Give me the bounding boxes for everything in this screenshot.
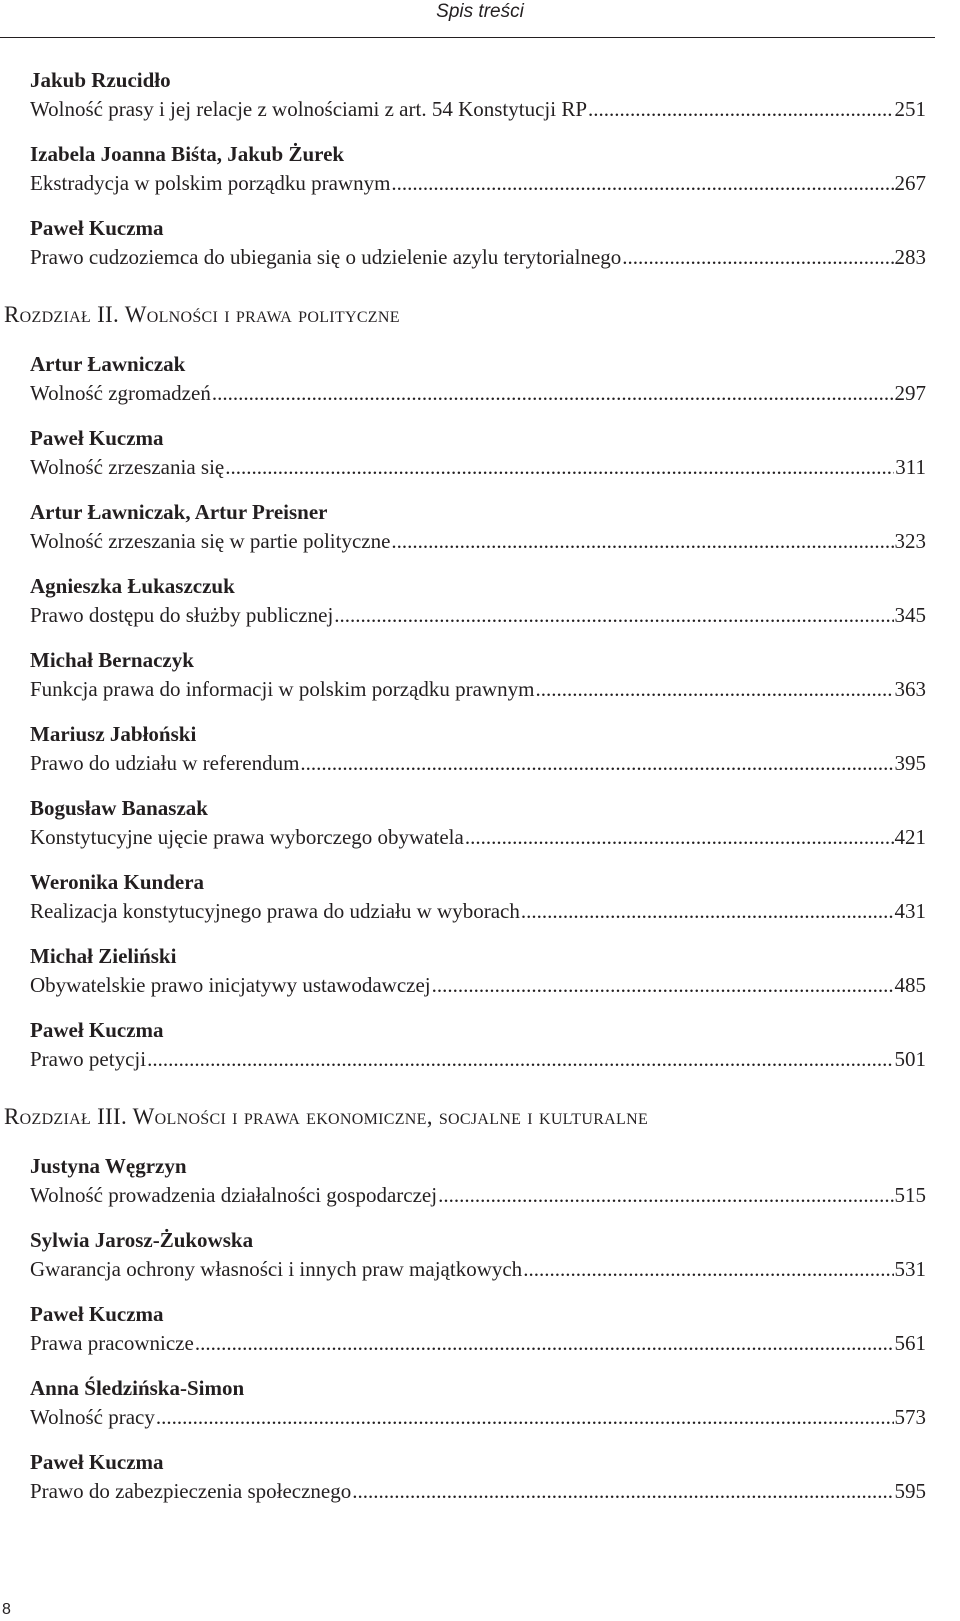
toc-entry-author: Izabela Joanna Biśta, Jakub Żurek [30, 142, 345, 166]
toc-entry-page[interactable]: 323 [894, 529, 926, 553]
toc-entry [30, 572, 926, 630]
toc-entry-page[interactable]: 283 [894, 245, 926, 269]
toc-entry [30, 140, 926, 198]
dot-leader [225, 453, 894, 482]
toc-entry-title-line[interactable] [30, 453, 926, 482]
toc-entry-title[interactable]: Prawo do udziału w referendum [30, 751, 300, 775]
toc-entry-title-line[interactable] [30, 897, 926, 926]
toc-entry-title[interactable]: Wolność zgromadzeń [30, 381, 211, 405]
header-divider [0, 37, 935, 38]
toc-entry [30, 214, 926, 272]
toc-entry-title-line[interactable] [30, 95, 926, 124]
chapter-heading-3[interactable]: Rozdział III. Wolności i prawa ekonomiczne, socjalne i kulturalne [4, 1104, 649, 1129]
toc-group-top [30, 66, 926, 272]
toc-entry-title[interactable]: Wolność zrzeszania się [30, 455, 225, 479]
toc-entry-author: Anna Śledzińska-Simon [30, 1376, 245, 1400]
toc-entry-author: Michał Bernaczyk [30, 648, 194, 672]
toc-entry-title-line[interactable] [30, 1403, 926, 1432]
dot-leader [195, 1329, 894, 1358]
dot-leader [622, 243, 893, 272]
toc-entry-title-line[interactable] [30, 1255, 926, 1284]
toc-entry-page[interactable]: 431 [894, 899, 926, 923]
toc-entry-page[interactable]: 345 [894, 603, 926, 627]
toc-entry-title[interactable]: Konstytucyjne ujęcie prawa wyborczego obywatela [30, 825, 464, 849]
toc-entry-page[interactable]: 501 [894, 1047, 926, 1071]
toc-entry-title-line[interactable] [30, 601, 926, 630]
toc-entry-author: Bogusław Banaszak [30, 796, 208, 820]
dot-leader [352, 1477, 893, 1506]
toc-entry-author: Weronika Kundera [30, 870, 205, 894]
dot-leader [156, 1403, 894, 1432]
toc-entry-author: Paweł Kuczma [30, 216, 164, 240]
page-number: 8 [2, 1601, 11, 1618]
toc-entry [30, 1226, 926, 1284]
toc-entry-page[interactable]: 595 [894, 1479, 926, 1503]
toc-entry [30, 424, 926, 482]
toc-entry-title[interactable]: Prawo petycji [30, 1047, 147, 1071]
toc-entry-author: Artur Ławniczak, Artur Preisner [30, 500, 328, 524]
toc-entry-author: Paweł Kuczma [30, 1450, 164, 1474]
toc-entry-author: Artur Ławniczak [30, 352, 186, 376]
toc-entry-title[interactable]: Obywatelskie prawo inicjatywy ustawodawczej [30, 973, 431, 997]
dot-leader [300, 749, 893, 778]
toc-entry-page[interactable]: 251 [894, 97, 926, 121]
toc-entry [30, 942, 926, 1000]
toc-entry [30, 720, 926, 778]
toc-entry-title[interactable]: Wolność zrzeszania się w partie polityczne [30, 529, 391, 553]
toc-entry-title-line[interactable] [30, 971, 926, 1000]
toc-entry-page[interactable]: 531 [894, 1257, 926, 1281]
dot-leader [147, 1045, 893, 1074]
toc-entry-author: Michał Zieliński [30, 944, 177, 968]
toc-entry-author: Paweł Kuczma [30, 1018, 164, 1042]
dot-leader [465, 823, 894, 852]
chapter-heading-2[interactable]: Rozdział II. Wolności i prawa polityczne [4, 302, 400, 327]
table-of-contents [4, 66, 926, 1506]
toc-entry-title[interactable]: Funkcja prawa do informacji w polskim porządku prawnym [30, 677, 535, 701]
toc-entry-author: Sylwia Jarosz-Żukowska [30, 1228, 254, 1252]
dot-leader [521, 897, 894, 926]
toc-entry-title-line[interactable] [30, 675, 926, 704]
dot-leader [212, 379, 894, 408]
toc-entry-title[interactable]: Prawo do zabezpieczenia społecznego [30, 1479, 352, 1503]
toc-entry-title-line[interactable] [30, 1045, 926, 1074]
toc-entry-page[interactable]: 515 [894, 1183, 926, 1207]
dot-leader [334, 601, 893, 630]
toc-entry-page[interactable]: 561 [894, 1331, 926, 1355]
toc-entry [30, 350, 926, 408]
dot-leader [588, 95, 893, 124]
toc-entry [30, 498, 926, 556]
toc-entry-author: Jakub Rzucidło [30, 68, 171, 92]
toc-entry [30, 1016, 926, 1074]
toc-entry-page[interactable]: 395 [894, 751, 926, 775]
toc-entry [30, 868, 926, 926]
toc-entry [30, 66, 926, 124]
toc-entry-title[interactable]: Wolność pracy [30, 1405, 155, 1429]
toc-entry-page[interactable]: 297 [894, 381, 926, 405]
running-header: Spis treści [436, 1, 524, 22]
toc-entry-title-line[interactable] [30, 527, 926, 556]
toc-entry-title[interactable]: Gwarancja ochrony własności i innych praw majątkowych [30, 1257, 523, 1281]
toc-entry [30, 1448, 926, 1506]
toc-entry [30, 646, 926, 704]
toc-entry-title[interactable]: Wolność prasy i jej relacje z wolnościami z art. 54 Konstytucji RP [30, 97, 588, 121]
toc-entry-page[interactable]: 421 [894, 825, 926, 849]
toc-entry-title-line[interactable] [30, 243, 926, 272]
dot-leader [391, 169, 893, 198]
toc-entry-title[interactable]: Prawo dostępu do służby publicznej [30, 603, 334, 627]
toc-entry-page[interactable]: 267 [894, 171, 926, 195]
toc-entry-title[interactable]: Prawa pracownicze [30, 1331, 194, 1355]
toc-group-chapter-2 [30, 350, 926, 1074]
toc-entry-title[interactable]: Realizacja konstytucyjnego prawa do udziału w wyborach [30, 899, 520, 923]
toc-entry-author: Mariusz Jabłoński [30, 722, 197, 746]
toc-entry-author: Agnieszka Łukaszczuk [30, 574, 235, 598]
toc-entry-title-line[interactable] [30, 749, 926, 778]
toc-entry-page[interactable]: 573 [894, 1405, 926, 1429]
toc-entry-title-line[interactable] [30, 379, 926, 408]
toc-entry-author: Paweł Kuczma [30, 1302, 164, 1326]
toc-entry-page[interactable]: 485 [894, 973, 926, 997]
dot-leader [523, 1255, 893, 1284]
dot-leader [391, 527, 893, 556]
toc-entry-title-line[interactable] [30, 1477, 926, 1506]
toc-entry-page[interactable]: 363 [894, 677, 926, 701]
toc-entry-title[interactable]: Ekstradycja w polskim porządku prawnym [30, 171, 391, 195]
dot-leader [432, 971, 894, 1000]
toc-group-chapter-3 [30, 1152, 926, 1506]
toc-entry-page[interactable]: 311 [895, 455, 926, 479]
toc-entry-title[interactable]: Prawo cudzoziemca do ubiegania się o udzielenie azylu terytorialnego [30, 245, 622, 269]
toc-entry [30, 1300, 926, 1358]
dot-leader [535, 675, 893, 704]
toc-entry [30, 1152, 926, 1210]
toc-entry-author: Justyna Węgrzyn [30, 1154, 187, 1178]
toc-entry-title[interactable]: Wolność prowadzenia działalności gospodarczej [30, 1183, 438, 1207]
toc-entry-author: Paweł Kuczma [30, 426, 164, 450]
toc-entry-title-line[interactable] [30, 823, 926, 852]
toc-entry-title-line[interactable] [30, 169, 926, 198]
dot-leader [438, 1181, 893, 1210]
toc-entry [30, 1374, 926, 1432]
toc-entry-title-line[interactable] [30, 1181, 926, 1210]
toc-entry [30, 794, 926, 852]
toc-entry-title-line[interactable] [30, 1329, 926, 1358]
